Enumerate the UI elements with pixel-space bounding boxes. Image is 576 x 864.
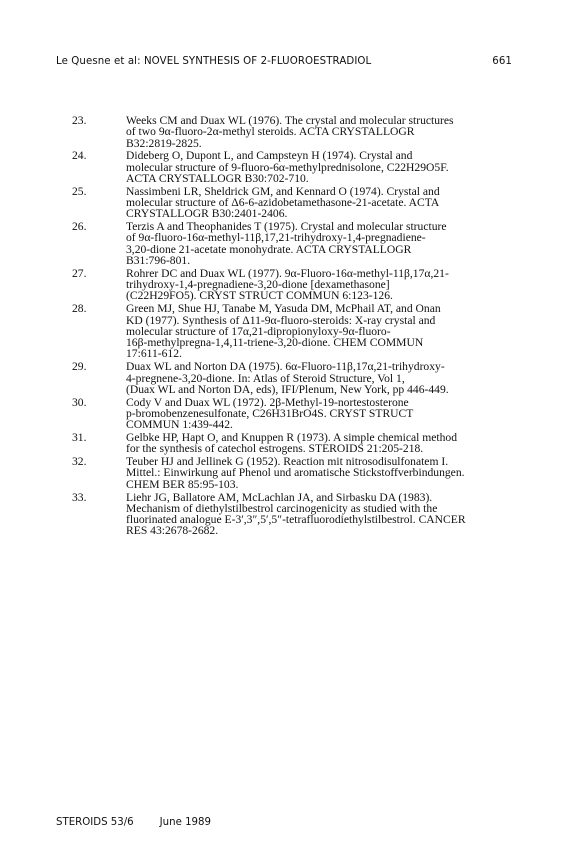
reference-line: molecular structure of 17α,21-dipropionyloxy-9α-fluoro- xyxy=(126,324,391,338)
reference-line: Liehr JG, Ballatore AM, McLachlan JA, and Sirbasku DA (1983). xyxy=(126,490,433,504)
reference-item xyxy=(72,303,512,359)
reference-item xyxy=(72,432,512,455)
reference-line: Duax WL and Norton DA (1975). 6α-Fluoro-11β,17α,21-trihydroxy- xyxy=(126,360,445,374)
reference-line: Mechanism of diethylstilbestrol carcinogenicity as studied with the xyxy=(126,501,438,515)
reference-line: of 9α-fluoro-16α-methyl-11β,17,21-trihydroxy-1,4-pregnadiene- xyxy=(126,231,426,245)
reference-line: (Duax WL and Norton DA, eds), IFI/Plenum, New York, pp 446-449. xyxy=(126,382,449,396)
reference-text xyxy=(126,150,512,184)
reference-line: Terzis A and Theophanides T (1975). Crystal and molecular structure xyxy=(126,220,447,234)
reference-line: 4-pregnene-3,20-dione. In: Atlas of Steroid Structure, Vol 1, xyxy=(126,371,405,385)
reference-item xyxy=(72,115,512,149)
reference-line: molecular structure of 9-fluoro-6α-methylprednisolone, C22H29O5F. xyxy=(126,160,449,174)
reference-number: 33. xyxy=(72,490,87,504)
reference-item xyxy=(72,150,512,184)
issue-date: June 1989 xyxy=(159,817,212,828)
reference-line: CRYSTALLOGR B30:2401-2406. xyxy=(126,207,288,221)
reference-line: Teuber HJ and Jellinek G (1952). Reaction mit nitrosodisulfonatem I. xyxy=(126,455,449,469)
page-footer xyxy=(56,817,211,828)
reference-line: Cody V and Duax WL (1972). 2β-Methyl-19-nortestosterone xyxy=(126,395,409,409)
reference-line: 17:611-612. xyxy=(126,347,182,361)
reference-number: 32. xyxy=(72,455,87,469)
reference-item xyxy=(72,456,512,490)
reference-number: 23. xyxy=(72,114,87,127)
reference-line: fluorinated analogue E-3′,3″,5′,5″-tetrafluorodiethylstilbestrol. CANCER xyxy=(126,513,466,527)
reference-text xyxy=(126,432,512,455)
reference-line: 3,20-dione 21-acetate monohydrate. ACTA CRYSTALLOGR xyxy=(126,242,412,256)
reference-line: RES 43:2678-2682. xyxy=(126,524,219,538)
reference-line: of two 9α-fluoro-2α-methyl steroids. ACTA CRYSTALLOGR xyxy=(126,125,415,139)
reference-line: Weeks CM and Duax WL (1976). The crystal and molecular structures xyxy=(126,114,454,127)
reference-line: 16β-methylpregna-1,4,11-triene-3,20-dione. CHEM COMMUN xyxy=(126,336,424,350)
reference-text xyxy=(126,492,512,537)
reference-line: Nassimbeni LR, Sheldrick GM, and Kennard O (1974). Crystal and xyxy=(126,184,440,198)
reference-line: B32:2819-2825. xyxy=(126,136,202,150)
reference-text xyxy=(126,397,512,431)
reference-item xyxy=(72,186,512,220)
reference-number: 26. xyxy=(72,220,87,234)
reference-line: (C22H29FO5). CRYST STRUCT COMMUN 6:123-126. xyxy=(126,289,393,303)
reference-number: 30. xyxy=(72,395,87,409)
reference-line: Rohrer DC and Duax WL (1977). 9α-Fluoro-16α-methyl-11β,17α,21- xyxy=(126,266,449,280)
reference-line: p-bromobenzenesulfonate, C26H31BrO4S. CRYST STRUCT xyxy=(126,406,414,420)
reference-line: ACTA CRYSTALLOGR B30:702-710. xyxy=(126,171,309,185)
reference-text xyxy=(126,268,512,302)
reference-line: KD (1977). Synthesis of Δ11-9α-fluoro-steroids: X-ray crystal and xyxy=(126,313,436,327)
reference-line: for the synthesis of catechol estrogens. STEROIDS 21:205-218. xyxy=(126,442,424,456)
reference-number: 29. xyxy=(72,360,87,374)
reference-text xyxy=(126,186,512,220)
reference-line: Green MJ, Shue HJ, Tanabe M, Yasuda DM, McPhail AT, and Onan xyxy=(126,302,441,316)
reference-number: 25. xyxy=(72,184,87,198)
page-number: 661 xyxy=(492,56,512,67)
reference-number: 27. xyxy=(72,266,87,280)
running-head xyxy=(56,56,512,67)
reference-text xyxy=(126,456,512,490)
reference-line: COMMUN 1:439-442. xyxy=(126,418,233,432)
reference-text xyxy=(126,221,512,266)
reference-text xyxy=(126,303,512,359)
journal-issue: STEROIDS 53/6 xyxy=(56,817,134,828)
reference-line: trihydroxy-1,4-pregnadiene-3,20-dione [dexamethasone] xyxy=(126,278,390,292)
reference-item xyxy=(72,221,512,266)
reference-line: Dideberg O, Dupont L, and Campsteyn H (1974). Crystal and xyxy=(126,149,413,163)
reference-list xyxy=(72,115,512,538)
reference-item xyxy=(72,492,512,537)
reference-line: Mittel.: Einwirkung auf Phenol und aromatische Stickstoffverbindungen. xyxy=(126,466,465,480)
reference-number: 28. xyxy=(72,302,87,316)
reference-item xyxy=(72,397,512,431)
reference-number: 24. xyxy=(72,149,87,163)
reference-line: CHEM BER 85:95-103. xyxy=(126,477,239,491)
running-title: Le Quesne et al: NOVEL SYNTHESIS OF 2-FLUOROESTRADIOL xyxy=(56,56,372,67)
reference-line: molecular structure of Δ6-6-azidobetamethasone-21-acetate. ACTA xyxy=(126,196,440,210)
reference-text xyxy=(126,115,512,149)
reference-line: Gelbke HP, Hapt O, and Knuppen R (1973). A simple chemical method xyxy=(126,431,458,445)
reference-text xyxy=(126,361,512,395)
reference-number: 31. xyxy=(72,431,87,445)
reference-item xyxy=(72,361,512,395)
reference-line: B31:796-801. xyxy=(126,254,191,268)
reference-item xyxy=(72,268,512,302)
